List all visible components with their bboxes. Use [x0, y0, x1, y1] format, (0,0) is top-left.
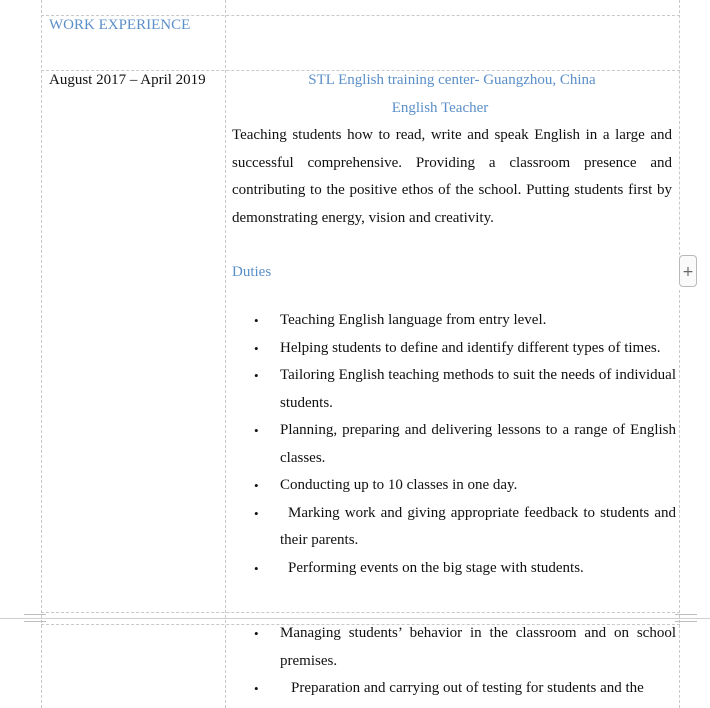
bullet-icon: •	[254, 681, 259, 696]
duties-heading: Duties	[232, 264, 272, 280]
bullet-icon: •	[254, 340, 259, 356]
list-item: • Conducting up to 10 classes in one day.	[232, 472, 676, 500]
list-item: • Tailoring English teaching methods to suit the needs of individual students.	[232, 362, 676, 417]
bullet-icon: •	[254, 626, 259, 641]
page-break-line	[0, 618, 710, 619]
list-item: • Managing students’ behavior in the classroom and on school premises.	[232, 620, 676, 675]
list-item: • Planning, preparing and delivering lessons to a range of English classes.	[232, 417, 676, 472]
bullet-icon: •	[254, 313, 259, 328]
section-heading: WORK EXPERIENCE	[49, 17, 191, 33]
duties-list	[232, 307, 676, 582]
job-summary: Teaching students how to read, write and speak English in a large and successful comprehensive. Providing a classroom presence and contributing to the positive ethos of the school. Putting students first by demonstrating energy, vision and creativity.	[232, 127, 672, 226]
table-bottom-border-page1	[41, 612, 680, 613]
table-column-divider	[225, 0, 226, 708]
job-dates: August 2017 – April 2019	[49, 72, 206, 88]
list-item: • Performing events on the big stage with students.	[232, 555, 676, 583]
list-item: • Helping students to define and identify different types of times.	[232, 335, 676, 363]
list-item: • Teaching English language from entry level.	[232, 307, 676, 335]
list-item: • Marking work and giving appropriate feedback to students and their parents.	[232, 500, 676, 555]
list-item: • Preparation and carrying out of testing for students and the	[232, 675, 676, 703]
employer-name: STL English training center- Guangzhou, China	[308, 72, 596, 88]
table-left-border	[41, 0, 42, 708]
page-break-marker-left	[24, 614, 46, 622]
add-row-button[interactable]: +	[679, 255, 697, 287]
position-title: English Teacher	[391, 100, 489, 116]
table-right-border	[679, 0, 680, 255]
bullet-icon: •	[254, 368, 259, 383]
page-break-marker-right	[675, 614, 697, 622]
duties-list-continued	[232, 620, 676, 703]
bullet-icon: •	[254, 478, 259, 493]
bullet-icon: •	[254, 505, 259, 521]
bullet-icon: •	[254, 560, 259, 576]
table-right-border-lower	[679, 290, 680, 708]
bullet-icon: •	[254, 423, 259, 438]
